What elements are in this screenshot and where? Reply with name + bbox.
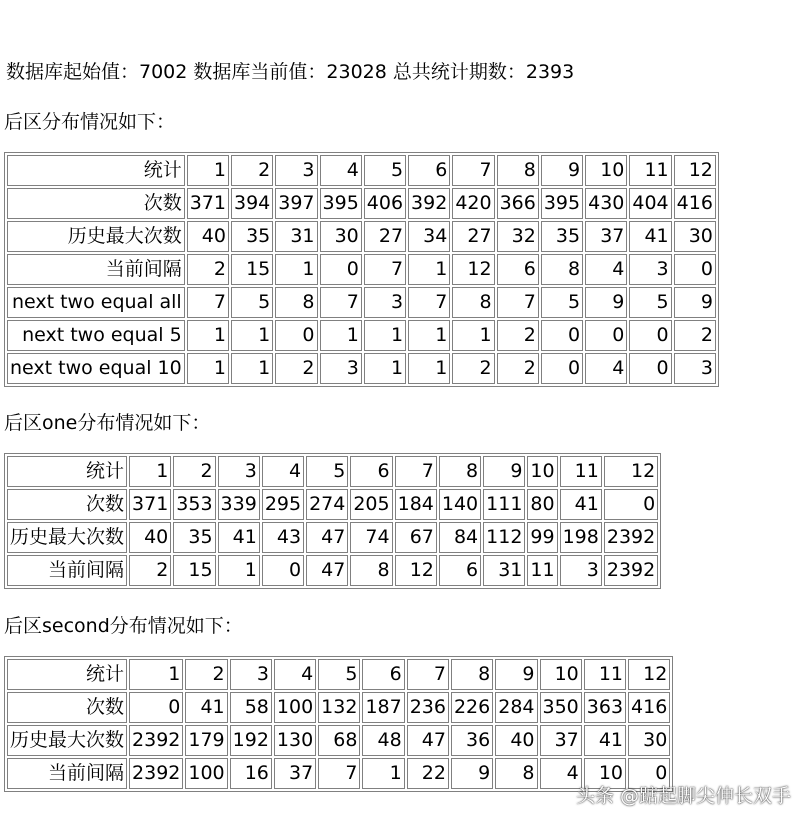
- row-label-cell: 历史最大次数: [7, 522, 127, 553]
- value-cell: 132: [318, 692, 360, 723]
- value-cell: 7: [395, 456, 437, 487]
- value-cell: 0: [320, 254, 362, 285]
- value-cell: 4: [585, 254, 627, 285]
- value-cell: 2: [129, 555, 171, 586]
- value-cell: 112: [483, 522, 525, 553]
- value-cell: 8: [275, 287, 317, 318]
- value-cell: 2: [674, 320, 716, 351]
- value-cell: 30: [320, 221, 362, 252]
- table-header-row: [7, 155, 716, 186]
- value-cell: 130: [274, 725, 316, 756]
- value-cell: 37: [585, 221, 627, 252]
- value-cell: 2: [275, 353, 317, 384]
- value-cell: 1: [364, 320, 406, 351]
- value-cell: 416: [674, 188, 716, 219]
- value-cell: 35: [231, 221, 273, 252]
- value-cell: 2: [185, 659, 227, 690]
- value-cell: 1: [129, 659, 183, 690]
- value-cell: 1: [231, 320, 273, 351]
- value-cell: 0: [541, 320, 583, 351]
- value-cell: 5: [541, 287, 583, 318]
- value-cell: 36: [451, 725, 493, 756]
- value-cell: 1: [218, 555, 260, 586]
- value-cell: 1: [362, 758, 404, 789]
- value-cell: 3: [629, 254, 671, 285]
- value-cell: 187: [362, 692, 404, 723]
- value-cell: 12: [674, 155, 716, 186]
- value-cell: 0: [275, 320, 317, 351]
- value-cell: 284: [495, 692, 537, 723]
- value-cell: 9: [451, 758, 493, 789]
- table-row: [7, 522, 658, 553]
- section-title-back-zone-second: 后区second分布情况如下：: [4, 615, 243, 637]
- value-cell: 100: [185, 758, 227, 789]
- value-cell: 371: [129, 489, 171, 520]
- value-cell: 0: [629, 320, 671, 351]
- value-cell: 100: [274, 692, 316, 723]
- value-cell: 32: [497, 221, 539, 252]
- value-cell: 3: [275, 155, 317, 186]
- value-cell: 11: [629, 155, 671, 186]
- value-cell: 184: [395, 489, 437, 520]
- value-cell: 205: [350, 489, 392, 520]
- value-cell: 2392: [129, 725, 183, 756]
- value-cell: 1: [129, 456, 171, 487]
- value-cell: 339: [218, 489, 260, 520]
- value-cell: 0: [262, 555, 304, 586]
- value-cell: 397: [275, 188, 317, 219]
- value-cell: 2: [497, 353, 539, 384]
- table-row: [7, 221, 716, 252]
- value-cell: 1: [408, 353, 450, 384]
- value-cell: 27: [364, 221, 406, 252]
- value-cell: 6: [362, 659, 404, 690]
- table-row: [7, 489, 658, 520]
- value-cell: 68: [318, 725, 360, 756]
- value-cell: 7: [452, 155, 494, 186]
- value-cell: 416: [628, 692, 670, 723]
- value-cell: 9: [495, 659, 537, 690]
- value-cell: 8: [452, 287, 494, 318]
- row-label-cell: next two equal 5: [7, 320, 185, 351]
- value-cell: 111: [483, 489, 525, 520]
- value-cell: 363: [584, 692, 626, 723]
- value-cell: 1: [408, 254, 450, 285]
- summary-headline: 数据库起始值：7002 数据库当前值：23028 总共统计期数：2393: [6, 61, 575, 83]
- value-cell: 7: [497, 287, 539, 318]
- value-cell: 43: [262, 522, 304, 553]
- value-cell: 1: [408, 320, 450, 351]
- value-cell: 37: [274, 758, 316, 789]
- value-cell: 16: [230, 758, 272, 789]
- value-cell: 4: [320, 155, 362, 186]
- value-cell: 3: [320, 353, 362, 384]
- table-row: [7, 287, 716, 318]
- value-cell: 274: [306, 489, 348, 520]
- distribution-table-back-zone-second: [4, 656, 673, 792]
- value-cell: 2392: [129, 758, 183, 789]
- value-cell: 27: [452, 221, 494, 252]
- value-cell: 226: [451, 692, 493, 723]
- value-cell: 10: [585, 155, 627, 186]
- value-cell: 10: [540, 659, 582, 690]
- value-cell: 7: [318, 758, 360, 789]
- value-cell: 420: [452, 188, 494, 219]
- value-cell: 8: [439, 456, 481, 487]
- value-cell: 41: [584, 725, 626, 756]
- table-row: [7, 692, 670, 723]
- value-cell: 3: [230, 659, 272, 690]
- value-cell: 8: [541, 254, 583, 285]
- value-cell: 8: [451, 659, 493, 690]
- value-cell: 1: [320, 320, 362, 351]
- row-label-cell: 当前间隔: [7, 758, 127, 789]
- value-cell: 5: [231, 287, 273, 318]
- value-cell: 366: [497, 188, 539, 219]
- value-cell: 1: [452, 320, 494, 351]
- value-cell: 7: [320, 287, 362, 318]
- value-cell: 3: [364, 287, 406, 318]
- value-cell: 1: [187, 320, 229, 351]
- value-cell: 0: [628, 758, 670, 789]
- row-label-cell: 统计: [7, 456, 127, 487]
- value-cell: 2: [497, 320, 539, 351]
- value-cell: 295: [262, 489, 304, 520]
- value-cell: 430: [585, 188, 627, 219]
- value-cell: 1: [275, 254, 317, 285]
- value-cell: 35: [541, 221, 583, 252]
- row-label-cell: next two equal 10: [7, 353, 185, 384]
- value-cell: 3: [560, 555, 602, 586]
- table-row: [7, 555, 658, 586]
- row-label-cell: 统计: [7, 659, 127, 690]
- value-cell: 371: [187, 188, 229, 219]
- value-cell: 41: [185, 692, 227, 723]
- value-cell: 5: [306, 456, 348, 487]
- row-label-cell: next two equal all: [7, 287, 185, 318]
- value-cell: 395: [320, 188, 362, 219]
- value-cell: 48: [362, 725, 404, 756]
- value-cell: 4: [585, 353, 627, 384]
- value-cell: 6: [350, 456, 392, 487]
- value-cell: 8: [495, 758, 537, 789]
- value-cell: 2392: [604, 555, 658, 586]
- value-cell: 9: [541, 155, 583, 186]
- value-cell: 47: [306, 555, 348, 586]
- section-title-back-zone-one: 后区one分布情况如下：: [4, 412, 211, 434]
- value-cell: 236: [407, 692, 449, 723]
- value-cell: 6: [439, 555, 481, 586]
- distribution-table-back-zone-one: [4, 453, 661, 589]
- value-cell: 22: [407, 758, 449, 789]
- value-cell: 10: [527, 456, 557, 487]
- value-cell: 11: [527, 555, 557, 586]
- row-label-cell: 当前间隔: [7, 254, 185, 285]
- value-cell: 74: [350, 522, 392, 553]
- value-cell: 179: [185, 725, 227, 756]
- value-cell: 30: [674, 221, 716, 252]
- value-cell: 2: [452, 353, 494, 384]
- value-cell: 2: [187, 254, 229, 285]
- value-cell: 198: [560, 522, 602, 553]
- value-cell: 1: [364, 353, 406, 384]
- value-cell: 395: [541, 188, 583, 219]
- value-cell: 15: [173, 555, 215, 586]
- value-cell: 1: [187, 353, 229, 384]
- value-cell: 8: [497, 155, 539, 186]
- value-cell: 404: [629, 188, 671, 219]
- value-cell: 84: [439, 522, 481, 553]
- value-cell: 80: [527, 489, 557, 520]
- value-cell: 4: [274, 659, 316, 690]
- value-cell: 11: [584, 659, 626, 690]
- row-label-cell: 历史最大次数: [7, 725, 127, 756]
- distribution-table-back-zone: [4, 152, 719, 387]
- table-row: [7, 758, 670, 789]
- value-cell: 99: [527, 522, 557, 553]
- value-cell: 12: [628, 659, 670, 690]
- value-cell: 9: [585, 287, 627, 318]
- value-cell: 7: [364, 254, 406, 285]
- value-cell: 8: [350, 555, 392, 586]
- value-cell: 40: [187, 221, 229, 252]
- value-cell: 0: [541, 353, 583, 384]
- value-cell: 58: [230, 692, 272, 723]
- value-cell: 1: [187, 155, 229, 186]
- value-cell: 3: [674, 353, 716, 384]
- value-cell: 37: [540, 725, 582, 756]
- watermark-text: 头条 @踮起脚尖伸长双手: [575, 785, 791, 807]
- value-cell: 34: [408, 221, 450, 252]
- value-cell: 350: [540, 692, 582, 723]
- value-cell: 0: [585, 320, 627, 351]
- value-cell: 12: [604, 456, 658, 487]
- table-row: [7, 254, 716, 285]
- table-header-row: [7, 456, 658, 487]
- table-row: [7, 320, 716, 351]
- value-cell: 192: [230, 725, 272, 756]
- value-cell: 353: [173, 489, 215, 520]
- row-label-cell: 统计: [7, 155, 185, 186]
- row-label-cell: 次数: [7, 692, 127, 723]
- value-cell: 5: [318, 659, 360, 690]
- value-cell: 41: [629, 221, 671, 252]
- value-cell: 7: [407, 659, 449, 690]
- table-row: [7, 188, 716, 219]
- value-cell: 10: [584, 758, 626, 789]
- value-cell: 67: [395, 522, 437, 553]
- value-cell: 2392: [604, 522, 658, 553]
- value-cell: 2: [231, 155, 273, 186]
- value-cell: 0: [604, 489, 658, 520]
- value-cell: 0: [629, 353, 671, 384]
- row-label-cell: 历史最大次数: [7, 221, 185, 252]
- value-cell: 9: [483, 456, 525, 487]
- table-header-row: [7, 659, 670, 690]
- section-title-back-zone: 后区分布情况如下：: [4, 111, 176, 133]
- value-cell: 5: [364, 155, 406, 186]
- table-row: [7, 353, 716, 384]
- value-cell: 7: [187, 287, 229, 318]
- value-cell: 31: [483, 555, 525, 586]
- row-label-cell: 次数: [7, 188, 185, 219]
- value-cell: 0: [674, 254, 716, 285]
- table-row: [7, 725, 670, 756]
- value-cell: 6: [497, 254, 539, 285]
- value-cell: 30: [628, 725, 670, 756]
- value-cell: 2: [173, 456, 215, 487]
- value-cell: 5: [629, 287, 671, 318]
- value-cell: 35: [173, 522, 215, 553]
- value-cell: 47: [407, 725, 449, 756]
- value-cell: 40: [129, 522, 171, 553]
- value-cell: 47: [306, 522, 348, 553]
- value-cell: 12: [452, 254, 494, 285]
- value-cell: 4: [540, 758, 582, 789]
- value-cell: 1: [231, 353, 273, 384]
- row-label-cell: 次数: [7, 489, 127, 520]
- value-cell: 41: [218, 522, 260, 553]
- value-cell: 406: [364, 188, 406, 219]
- value-cell: 0: [129, 692, 183, 723]
- value-cell: 11: [560, 456, 602, 487]
- value-cell: 41: [560, 489, 602, 520]
- value-cell: 4: [262, 456, 304, 487]
- value-cell: 394: [231, 188, 273, 219]
- value-cell: 6: [408, 155, 450, 186]
- value-cell: 40: [495, 725, 537, 756]
- value-cell: 31: [275, 221, 317, 252]
- value-cell: 7: [408, 287, 450, 318]
- value-cell: 140: [439, 489, 481, 520]
- value-cell: 3: [218, 456, 260, 487]
- value-cell: 9: [674, 287, 716, 318]
- value-cell: 392: [408, 188, 450, 219]
- row-label-cell: 当前间隔: [7, 555, 127, 586]
- value-cell: 12: [395, 555, 437, 586]
- value-cell: 15: [231, 254, 273, 285]
